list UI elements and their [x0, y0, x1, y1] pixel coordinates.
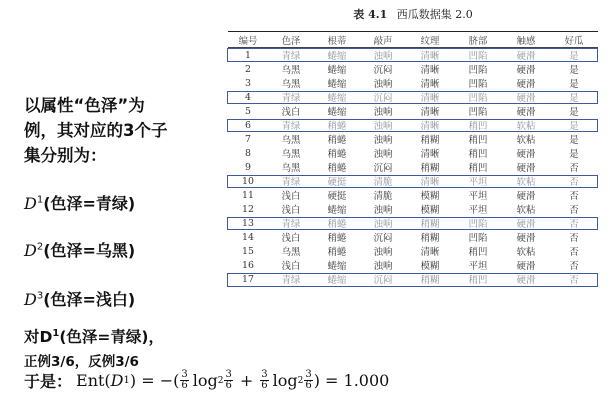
fraction: $\frac{3}{6}$ [261, 369, 268, 391]
table-cell: 平坦 [468, 191, 488, 202]
row-number-cell: 4 [245, 91, 251, 103]
table-cell: 蜷缩 [327, 107, 347, 118]
table-cell: 浅白 [281, 261, 301, 272]
table-cell: 硬滑 [516, 163, 536, 174]
table-cell: 稍凹 [454, 272, 502, 287]
entropy-equation [24, 369, 389, 392]
table-cell: 凹陷 [468, 93, 488, 104]
subset-d2: $D^2$(色泽=乌黑) [24, 241, 136, 260]
table-cell: 否 [569, 219, 579, 230]
row-number-cell: 15 [242, 245, 254, 257]
table-cell: 软粘 [516, 177, 536, 188]
row-number-cell: 12 [242, 203, 254, 215]
table-cell: 否 [569, 247, 579, 258]
table-cell: 清脆 [373, 177, 393, 188]
table-cell: 清晰 [420, 121, 440, 132]
row-number-cell: 7 [245, 133, 251, 145]
table-cell: 否 [569, 177, 579, 188]
table-row [228, 272, 598, 287]
table-cell: 软粘 [516, 121, 536, 132]
table-cell: 浅白 [281, 107, 301, 118]
table-cell: 凹陷 [468, 107, 488, 118]
table-cell: 浊响 [373, 219, 393, 230]
table-cell: 乌黑 [281, 135, 301, 146]
intro-line: 例，其对应的3个子 [24, 121, 168, 140]
row-number-cell: 11 [242, 189, 254, 201]
table-cell: 是 [569, 65, 579, 76]
table-cell: 浊响 [373, 261, 393, 272]
row-number-cell: 17 [228, 272, 268, 287]
table-row [228, 118, 598, 132]
table-cell: 否 [569, 233, 579, 244]
table-cell: 硬滑 [516, 233, 536, 244]
table-cell: 稍糊 [420, 135, 440, 146]
table-cell: 是 [569, 121, 579, 132]
table-cell: 乌黑 [281, 163, 301, 174]
table-cell: 清晰 [420, 107, 440, 118]
table-cell: 稍凹 [468, 135, 488, 146]
column-header: 根蒂 [314, 32, 360, 48]
column-header: 脐部 [454, 32, 502, 48]
table-cell: 硬滑 [516, 93, 536, 104]
table-cell: 乌黑 [281, 65, 301, 76]
row-number-cell: 9 [245, 161, 251, 173]
table-row [228, 160, 598, 174]
fraction: $\frac{3}{6}$ [225, 369, 232, 391]
table-cell: 青绿 [268, 272, 314, 287]
column-header: 敲声 [360, 32, 406, 48]
table-cell: 稍蜷 [327, 163, 347, 174]
table-cell: 软粘 [516, 247, 536, 258]
table-cell: 稍蜷 [327, 219, 347, 230]
row-number-cell: 8 [245, 147, 251, 159]
table-cell: 硬滑 [516, 65, 536, 76]
case-line-1: 对$D^1$(色泽=青绿)， [24, 327, 164, 346]
table-cell: 硬滑 [516, 261, 536, 272]
table-row [228, 188, 598, 202]
table-cell: 硬滑 [516, 51, 536, 62]
table-cell: 青绿 [281, 219, 301, 230]
table-cell: 凹陷 [468, 51, 488, 62]
table-cell: 青绿 [281, 51, 301, 62]
table-cell: 浊响 [373, 205, 393, 216]
equation-math: Ent( D 1 ) = −( $\frac{3}{6}$ log 2 $\frac{3}{6}$ + $\frac{3}{6}$ log 2 $\frac{3}{6}$ ) = 1.000 [76, 369, 390, 391]
table-cell: 蜷缩 [327, 93, 347, 104]
table-header-row [228, 32, 598, 48]
row-number-cell: 14 [242, 231, 254, 243]
table-cell: 清晰 [420, 65, 440, 76]
table-cell: 浊响 [373, 79, 393, 90]
table-cell: 硬滑 [516, 149, 536, 160]
table-cell: 硬滑 [516, 79, 536, 90]
table-cell: 是 [569, 135, 579, 146]
table-cell: 清晰 [420, 51, 440, 62]
table-row [228, 146, 598, 160]
table-cell: 稍凹 [468, 163, 488, 174]
table-row [228, 216, 598, 230]
table-cell: 硬挺 [327, 177, 347, 188]
table-row [228, 244, 598, 258]
table-cell: 稍凹 [468, 121, 488, 132]
table-cell: 浊响 [373, 51, 393, 62]
table-cell: 青绿 [281, 177, 301, 188]
table-title: 西瓜数据集 2.0 [396, 8, 473, 21]
table-cell: 否 [569, 261, 579, 272]
table-cell: 清脆 [373, 191, 393, 202]
intro-text [24, 93, 167, 168]
row-number-cell: 13 [242, 217, 254, 229]
table-cell: 硬挺 [327, 191, 347, 202]
table-cell: 否 [569, 205, 579, 216]
table-cell: 稍糊 [406, 272, 454, 287]
table-cell: 浊响 [373, 149, 393, 160]
table-cell: 凹陷 [468, 79, 488, 90]
case-line-2: 正例3/6，反例3/6 [24, 354, 139, 370]
table-cell: 蜷缩 [327, 51, 347, 62]
table-row [228, 48, 598, 63]
table-cell: 稍糊 [420, 219, 440, 230]
table-cell: 蜷缩 [327, 65, 347, 76]
table-cell: 硬滑 [516, 107, 536, 118]
table-cell: 平坦 [468, 177, 488, 188]
table-cell: 是 [569, 79, 579, 90]
table-cell: 沉闷 [373, 65, 393, 76]
table-cell: 稍糊 [420, 163, 440, 174]
table-cell: 稍蜷 [327, 121, 347, 132]
table-cell: 是 [569, 107, 579, 118]
table-cell: 模糊 [420, 261, 440, 272]
table-caption [228, 6, 598, 22]
table-cell: 稍凹 [468, 149, 488, 160]
table-cell: 凹陷 [468, 65, 488, 76]
row-number-cell: 6 [245, 119, 251, 131]
table-cell: 蜷缩 [327, 261, 347, 272]
table-row [228, 90, 598, 104]
table-cell: 浅白 [281, 191, 301, 202]
equation-label: 于是： [24, 372, 73, 391]
table-cell: 平坦 [468, 205, 488, 216]
table-row [228, 174, 598, 188]
table-cell: 是 [569, 149, 579, 160]
fraction: $\frac{3}{6}$ [181, 369, 188, 391]
table-cell: 模糊 [420, 191, 440, 202]
table-cell: 软粘 [516, 205, 536, 216]
table-cell: 稍凹 [468, 247, 488, 258]
table-cell: 稍蜷 [327, 149, 347, 160]
table-cell: 乌黑 [281, 149, 301, 160]
table-cell: 清晰 [420, 247, 440, 258]
table-body [228, 48, 598, 287]
table-cell: 沉闷 [360, 272, 406, 287]
table-cell: 浅白 [281, 205, 301, 216]
row-number-cell: 10 [242, 175, 254, 187]
table-row [228, 202, 598, 216]
table-cell: 蜷缩 [314, 272, 360, 287]
table-cell: 乌黑 [281, 79, 301, 90]
table-cell: 稍糊 [420, 233, 440, 244]
table-cell: 沉闷 [373, 163, 393, 174]
table-row [228, 104, 598, 118]
table-cell: 是 [569, 93, 579, 104]
table-cell: 浅白 [281, 233, 301, 244]
table-cell: 硬滑 [502, 272, 550, 287]
table-cell: 否 [569, 191, 579, 202]
table-row [228, 230, 598, 244]
intro-line: 以属性“色泽”为 [24, 96, 145, 115]
table-cell: 沉闷 [373, 93, 393, 104]
table-cell: 否 [569, 163, 579, 174]
table-cell: 硬滑 [516, 191, 536, 202]
column-header: 编号 [228, 32, 268, 48]
table-row [228, 258, 598, 272]
table-cell: 软粘 [516, 135, 536, 146]
table-cell: 否 [550, 272, 598, 287]
column-header: 好瓜 [550, 32, 598, 48]
table-cell: 青绿 [281, 121, 301, 132]
subset-d3: $D^3$(色泽=浅白) [24, 290, 136, 309]
column-header: 纹理 [406, 32, 454, 48]
table-cell: 凹陷 [468, 233, 488, 244]
watermelon-table [228, 31, 598, 287]
table-cell: 平坦 [468, 261, 488, 272]
table-cell: 沉闷 [373, 233, 393, 244]
intro-line: 集分别为： [24, 146, 107, 165]
table-cell: 稍蜷 [327, 135, 347, 146]
table-cell: 浊响 [373, 107, 393, 118]
table-cell: 模糊 [420, 205, 440, 216]
table-cell: 清晰 [420, 79, 440, 90]
row-number-cell: 5 [245, 105, 251, 117]
table-cell: 清晰 [420, 93, 440, 104]
table-cell: 凹陷 [468, 219, 488, 230]
table-cell: 乌黑 [281, 247, 301, 258]
table-cell: 稍蜷 [327, 233, 347, 244]
row-number-cell: 16 [242, 259, 254, 271]
table-cell: 硬滑 [516, 219, 536, 230]
table-cell: 蜷缩 [327, 205, 347, 216]
table-number: 表 4.1 [353, 8, 388, 21]
fraction: $\frac{3}{6}$ [305, 369, 312, 391]
subset-d1: $D^1$(色泽=青绿) [24, 194, 136, 213]
table-row [228, 62, 598, 76]
table-cell: 浊响 [373, 121, 393, 132]
table-cell: 稍蜷 [327, 247, 347, 258]
table-cell: 清晰 [420, 177, 440, 188]
table-cell: 青绿 [281, 93, 301, 104]
table-cell: 是 [569, 51, 579, 62]
row-number-cell: 1 [245, 49, 251, 61]
table-row [228, 132, 598, 146]
table-cell: 浊响 [373, 135, 393, 146]
row-number-cell: 2 [245, 63, 251, 75]
table-row [228, 76, 598, 90]
column-header: 触感 [502, 32, 550, 48]
table-cell: 浊响 [373, 247, 393, 258]
row-number-cell: 3 [245, 77, 251, 89]
table-cell: 清晰 [420, 149, 440, 160]
table-cell: 蜷缩 [327, 79, 347, 90]
column-header: 色泽 [268, 32, 314, 48]
